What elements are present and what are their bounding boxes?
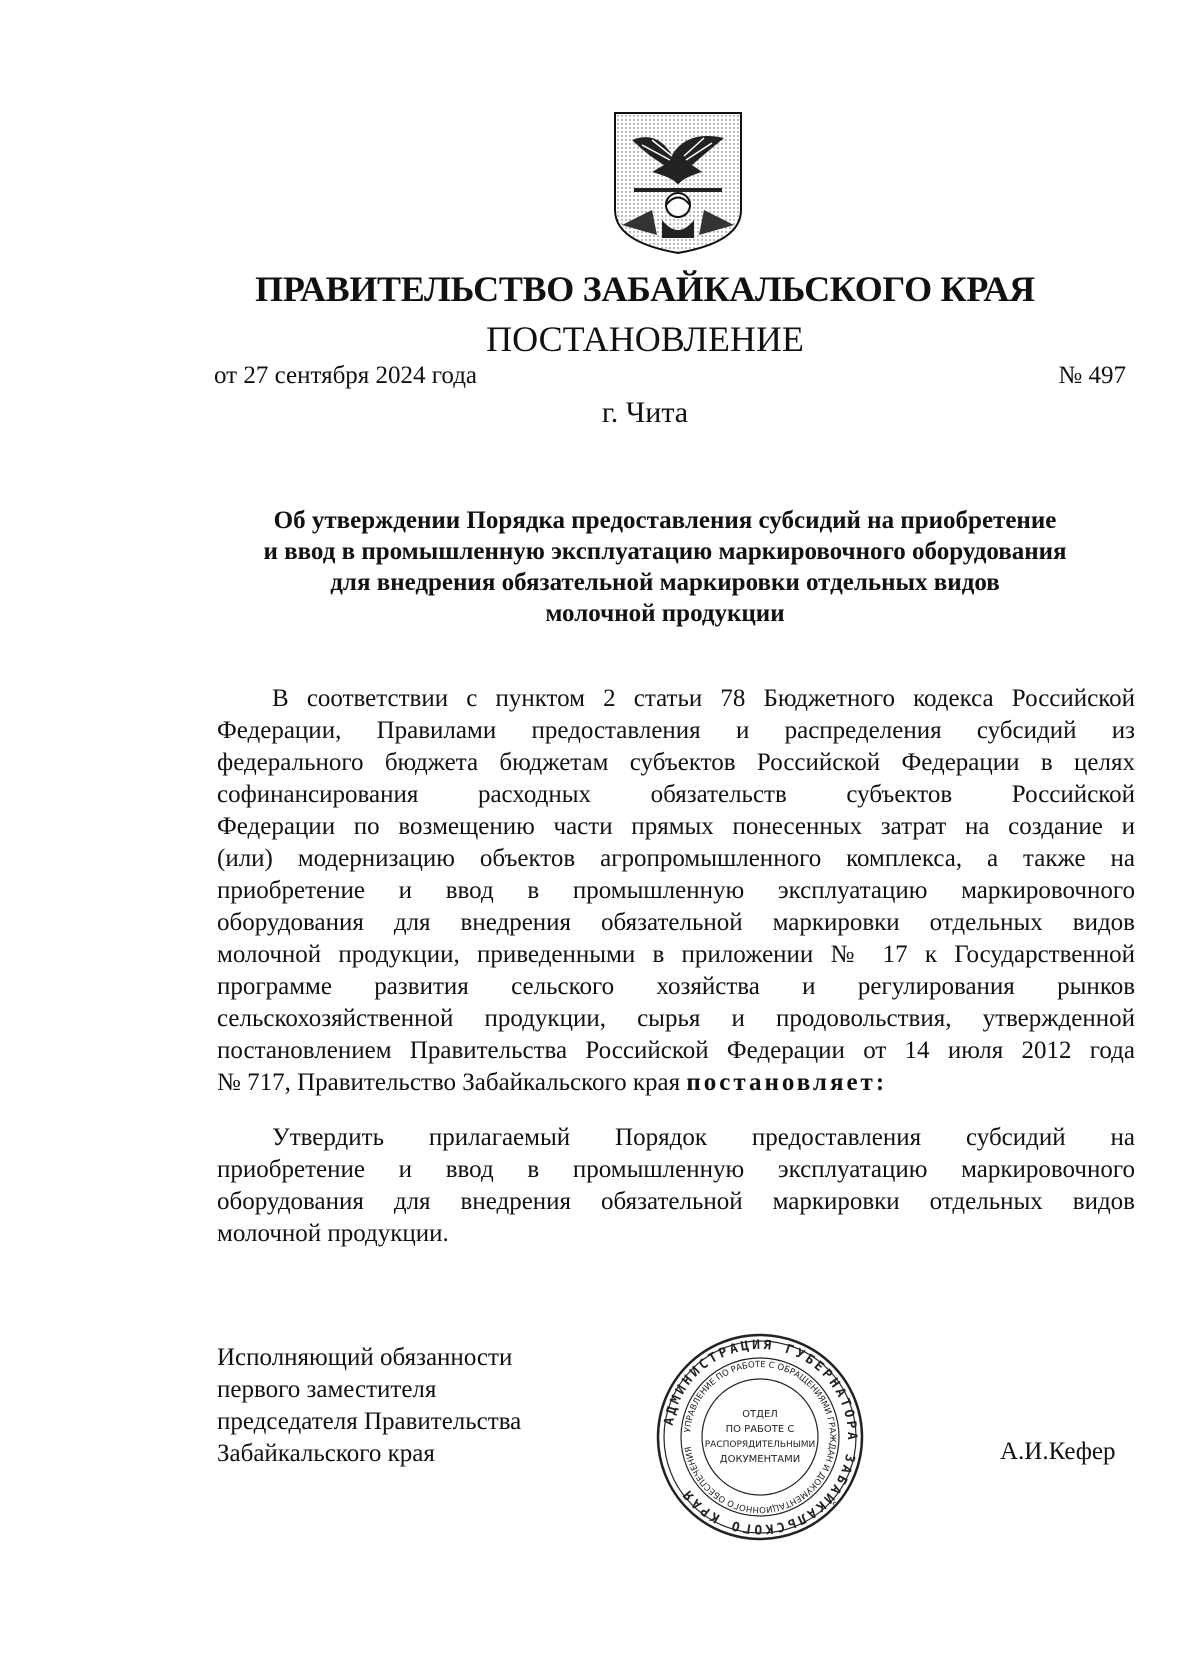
stamp-center-line: ПО РАБОТЕ С <box>725 1424 795 1435</box>
text-line <box>217 1067 1135 1099</box>
signer-position-line: председателя Правительства <box>217 1408 522 1435</box>
text-line: Федерации, Правилами предоставления и распределения субсидий из <box>217 717 1135 744</box>
signer-position-line: первого заместителя <box>217 1376 437 1403</box>
text-line: приобретение и ввод в промышленную эксплуатацию маркировочного <box>217 1156 1135 1183</box>
document-number: № 497 <box>1058 362 1126 389</box>
document-subject <box>190 505 1140 629</box>
text-line: Федерации по возмещению части прямых понесенных затрат на создание и <box>217 813 1135 840</box>
subject-line: для внедрения обязательной маркировки отдельных видов <box>330 569 1000 596</box>
signer-position-line: Забайкальского края <box>217 1440 435 1467</box>
signer-position <box>217 1342 521 1470</box>
stamp-inner-text: УПРАВЛЕНИЕ ПО РАБОТЕ С ОБРАЩЕНИЯМИ ГРАЖДАН И ДОКУМЕНТАЦИОННОГО ОБЕСПЕЧЕНИЯ <box>683 1359 838 1515</box>
text-line: молочной продукции, приведенными в приложении № 17 к Государственной <box>217 941 1135 968</box>
text-line: федерального бюджета бюджетам субъектов Российской Федерации в целях <box>217 749 1135 776</box>
text-line: приобретение и ввод в промышленную эксплуатацию маркировочного <box>217 877 1135 904</box>
stamp-center-line: ДОКУМЕНТАМИ <box>719 1454 801 1465</box>
text-line-prefix: № 717, Правительство Забайкальского края <box>217 1069 687 1096</box>
text-line: сельскохозяйственной продукции, сырья и продовольствия, утвержденной <box>217 1005 1135 1032</box>
subject-line: молочной продукции <box>545 600 785 627</box>
text-line: оборудования для внедрения обязательной маркировки отдельных видов <box>217 909 1135 936</box>
organization-title: ПРАВИТЕЛЬСТВО ЗАБАЙКАЛЬСКОГО КРАЯ <box>255 269 1035 309</box>
stamp-outer-text: АДМИНИСТРАЦИЯ ГУБЕРНАТОРА ЗАБАЙКАЛЬСКОГО КРАЯ <box>661 1337 860 1537</box>
document-city: г. Чита <box>601 396 689 429</box>
text-line: постановлением Правительства Российской Федерации от 14 июля 2012 года <box>217 1037 1135 1064</box>
text-line: В соответствии с пунктом 2 статьи 78 Бюджетного кодекса Российской <box>272 685 1135 712</box>
coat-of-arms-icon <box>612 110 744 255</box>
decision-paragraph <box>217 1122 1135 1250</box>
stamp-center-line: РАСПОРЯДИТЕЛЬНЫМИ <box>704 1440 816 1450</box>
decision-word: постановляет: <box>686 1069 888 1096</box>
stamp-center-line: ОТДЕЛ <box>742 1409 778 1420</box>
subject-line: и ввод в промышленную эксплуатацию маркировочного оборудования <box>263 538 1067 565</box>
document-date: от 27 сентября 2024 года <box>214 362 478 389</box>
svg-text:УПРАВЛЕНИЕ ПО РАБОТЕ С ОБРАЩЕН <box>683 1360 837 1514</box>
text-line: программе развития сельского хозяйства и регулирования рынков <box>217 973 1135 1000</box>
text-line: софинансирования расходных обязательств субъектов Российской <box>217 781 1135 808</box>
subject-line: Об утверждении Порядка предоставления субсидий на приобретение <box>273 507 1057 534</box>
signer-name: А.И.Кефер <box>1000 1438 1116 1465</box>
preamble-paragraph <box>217 683 1135 1099</box>
text-line: молочной продукции. <box>217 1220 449 1247</box>
signer-position-line: Исполняющий обязанности <box>217 1344 513 1371</box>
official-stamp <box>655 1332 865 1542</box>
text-line: Утвердить прилагаемый Порядок предоставления субсидий на <box>272 1124 1135 1151</box>
text-line: оборудования для внедрения обязательной маркировки отдельных видов <box>217 1188 1135 1215</box>
text-line: (или) модернизацию объектов агропромышленного комплекса, а также на <box>217 845 1135 872</box>
document-type: ПОСТАНОВЛЕНИЕ <box>486 319 804 359</box>
